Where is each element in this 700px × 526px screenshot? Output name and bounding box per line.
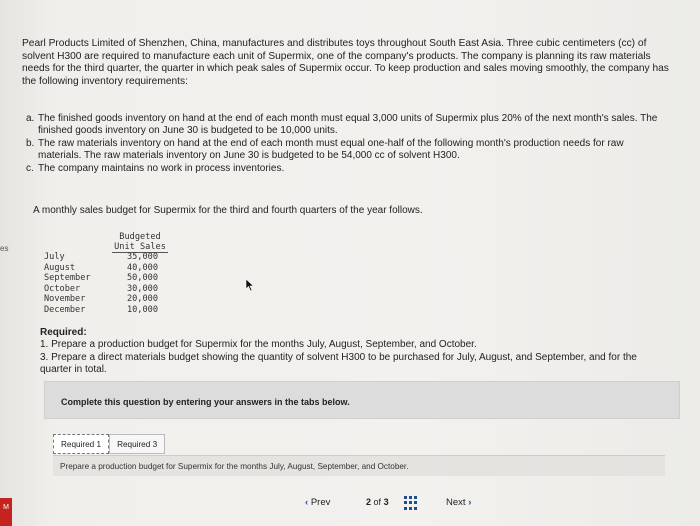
table-row [44, 305, 174, 316]
table-body [44, 252, 174, 315]
chevron-left-icon: ‹ [305, 497, 309, 508]
intro-paragraph: Pearl Products Limited of Shenzhen, China, manufactures and distributes toys throughout South East Asia. Three cubic centimeters (cc) of solvent H300 are required to manufacture each unit of Supermix, one of the company's products. The company is planning its raw materials needs for the third quarter, the quarter in which peak sales of Supermix occur. To keep production and sales moving smoothly, the company has the following inventory requirements: [22, 38, 669, 87]
inventory-requirements-list [26, 113, 666, 175]
next-label: Next [446, 497, 466, 508]
list-item [26, 163, 666, 175]
header-line: Budgeted [119, 232, 161, 242]
tab-required-3[interactable]: Required 3 [109, 434, 165, 454]
prev-label: Prev [310, 497, 331, 508]
instruction-text: Complete this question by entering your answers in the tabs below. [61, 397, 350, 407]
instruction-box [44, 381, 680, 419]
table-row [44, 273, 174, 284]
corner-badge: M [0, 498, 12, 526]
units-cell: 35,000 [126, 252, 158, 262]
tab-prompt-text: Prepare a production budget for Supermix for the months July, August, September, and October. [60, 462, 409, 471]
month-cell: September [44, 273, 91, 283]
page-current: 2 [366, 497, 372, 507]
month-cell: August [44, 262, 76, 273]
units-cell: 50,000 [126, 273, 158, 283]
list-text: The raw materials inventory on hand at the end of each month must equal one-half of the following month's production needs for raw materials. The raw materials inventory on June 30 is budgeted to be 54,000 cc of solvent H300. [38, 137, 624, 162]
list-letter: b. [26, 137, 35, 149]
header-line: Unit Sales [112, 242, 168, 253]
prev-button[interactable] [305, 497, 330, 508]
units-cell: 40,000 [126, 262, 158, 273]
side-mark: es [0, 244, 9, 253]
required-item-3: 3. Prepare a direct materials budget showing the quantity of solvent H300 to be purchased for July, August, and September, and for the quarter in total. [40, 351, 637, 376]
list-item [26, 113, 666, 138]
tab-required-1[interactable]: Required 1 [53, 434, 109, 454]
page-total: 3 [383, 497, 389, 507]
list-letter: c. [26, 162, 34, 174]
mouse-cursor-icon [245, 278, 255, 292]
page-of: of [373, 497, 382, 507]
page-indicator [366, 497, 389, 507]
grid-view-icon[interactable] [404, 496, 418, 510]
answer-tabs [53, 434, 165, 454]
month-cell: November [44, 294, 86, 304]
chevron-right-icon: › [468, 497, 472, 508]
list-item [26, 138, 666, 163]
units-cell: 20,000 [126, 294, 158, 304]
required-item-1: 1. Prepare a production budget for Supermix for the months July, August, September, and October. [40, 339, 477, 351]
units-cell: 10,000 [126, 304, 158, 315]
list-letter: a. [26, 113, 35, 124]
list-text: The company maintains no work in process inventories. [38, 162, 285, 174]
units-cell: 30,000 [126, 283, 158, 294]
required-section [40, 327, 660, 377]
tab-prompt-bar [53, 455, 665, 476]
table-row [44, 263, 174, 274]
table-row [44, 294, 174, 305]
table-row [44, 284, 174, 295]
table-header [112, 232, 168, 253]
table-row [44, 252, 174, 263]
month-cell: July [44, 252, 65, 262]
list-text: The finished goods inventory on hand at the end of each month must equal 3,000 units of Supermix plus 20% of the next month's sales. The finished goods inventory on June 30 is budgeted to be 10,000 units. [38, 113, 658, 137]
month-cell: October [44, 283, 81, 294]
month-cell: December [44, 304, 86, 315]
sales-budget-intro: A monthly sales budget for Supermix for the third and fourth quarters of the year follows. [33, 205, 423, 216]
next-button[interactable] [446, 497, 471, 508]
required-title: Required: [40, 327, 87, 338]
